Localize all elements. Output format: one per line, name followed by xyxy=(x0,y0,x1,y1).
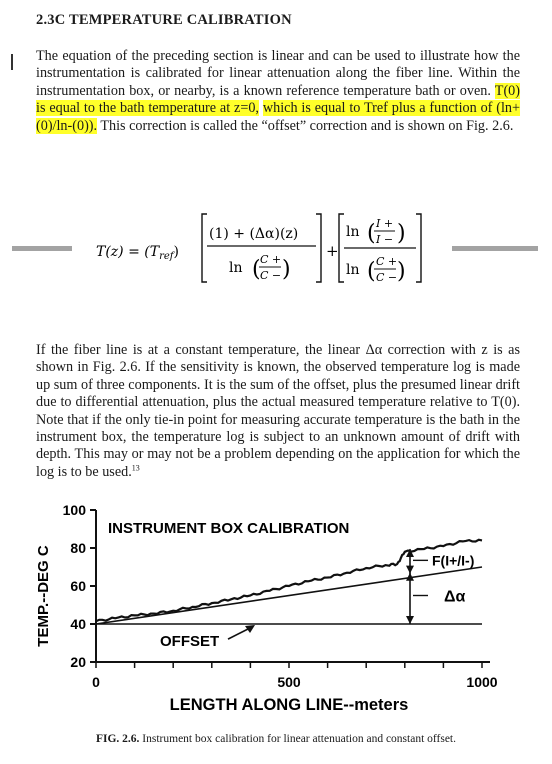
f-arrow-head-down xyxy=(406,566,414,574)
delta-annotation: Δα xyxy=(444,588,466,606)
eq-plus: + xyxy=(326,242,339,260)
eq-i-plus: I + xyxy=(376,217,394,230)
y-tick-label: 20 xyxy=(70,654,86,670)
eq-numerator-1: (1) + (Δα)(z) xyxy=(209,226,299,242)
eq-c-minus-1: C − xyxy=(260,269,282,282)
calibration-chart xyxy=(0,494,552,732)
paragraph-2 xyxy=(36,342,520,481)
svg-text:(: ( xyxy=(252,257,261,282)
y-axis-label: TEMP.--DEG C xyxy=(35,545,52,647)
eq-i-minus: I − xyxy=(376,233,394,246)
eq-ln-1: ln xyxy=(229,260,243,276)
x-tick-label: 1000 xyxy=(466,674,498,690)
svg-text:(: ( xyxy=(367,259,376,284)
offset-annotation: OFFSET xyxy=(160,633,220,651)
f-annotation: F(I+/I-) xyxy=(432,552,475,569)
x-tick-label: 500 xyxy=(277,674,301,690)
eq-lhs: $T(z) = (T_{ref})$ xyxy=(96,244,179,262)
svg-text:): ) xyxy=(282,257,291,282)
paragraph-2-text: If the fiber line is at a constant temperature, the linear Δα correction with z is as shown in Fig. 2.6. If the sensitivity is known, the observed temperature log is made up sum of three components. It is the sum of the offset, plus the presumed linear drift due to differential attenuation, plus the actual measured temperature relative to T(0). Note that if the only tie-in point for measuring accurate temperature is the bath in the instrument box, the temperature log is subject to an unknown amount of drift with depth. This may or may not be a problem depending on the application for which the log is to be used. xyxy=(36,342,520,480)
svg-text:): ) xyxy=(397,221,406,246)
figure-caption xyxy=(0,733,552,745)
paragraph-1-text: The equation of the preceding section is linear and can be used to illustrate how the instrumentation is calibrated for linear attenuation along the fiber line. Within the instrumentation box, or nearby, is a known reference temperature bath or oven. xyxy=(36,48,520,99)
paragraph-1 xyxy=(36,48,520,135)
highlight-1: T(0) is equal to the bath temperature at z=0, xyxy=(36,82,520,117)
measured-log-line xyxy=(96,540,482,621)
highlight-2: which is equal to Tref plus a function of (ln+(0)/ln-(0)). xyxy=(36,100,521,134)
separator-left xyxy=(12,246,72,251)
svg-text:(: ( xyxy=(367,221,376,246)
caption-text: Instrument box calibration for linear attenuation and constant offset. xyxy=(142,733,457,745)
change-bar xyxy=(11,54,13,70)
x-tick-label: 0 xyxy=(92,674,100,690)
eq-c-minus-2: C − xyxy=(376,271,398,284)
eq-c-plus-1: C + xyxy=(260,253,282,266)
separator-right xyxy=(452,246,538,251)
section-heading: 2.3C TEMPERATURE CALIBRATION xyxy=(36,12,292,28)
y-tick-label: 40 xyxy=(70,616,86,632)
eq-ln-2: ln xyxy=(346,224,360,240)
eq-c-plus-2: C + xyxy=(376,255,398,268)
x-axis-label: LENGTH ALONG LINE--meters xyxy=(169,696,409,714)
paragraph-1-tail: This correction is called the “offset” correction and is shown on Fig. 2.6. xyxy=(97,117,514,134)
caption-label: FIG. 2.6. xyxy=(95,733,140,745)
y-tick-label: 100 xyxy=(62,502,86,518)
footnote-ref: 13 xyxy=(131,463,140,473)
svg-text:): ) xyxy=(397,259,406,284)
chart-title: INSTRUMENT BOX CALIBRATION xyxy=(108,520,350,537)
equation xyxy=(0,204,552,284)
y-tick-label: 80 xyxy=(70,540,86,556)
y-tick-label: 60 xyxy=(70,578,86,594)
delta-arrow-head-down xyxy=(406,616,414,624)
eq-ln-3: ln xyxy=(346,262,360,278)
